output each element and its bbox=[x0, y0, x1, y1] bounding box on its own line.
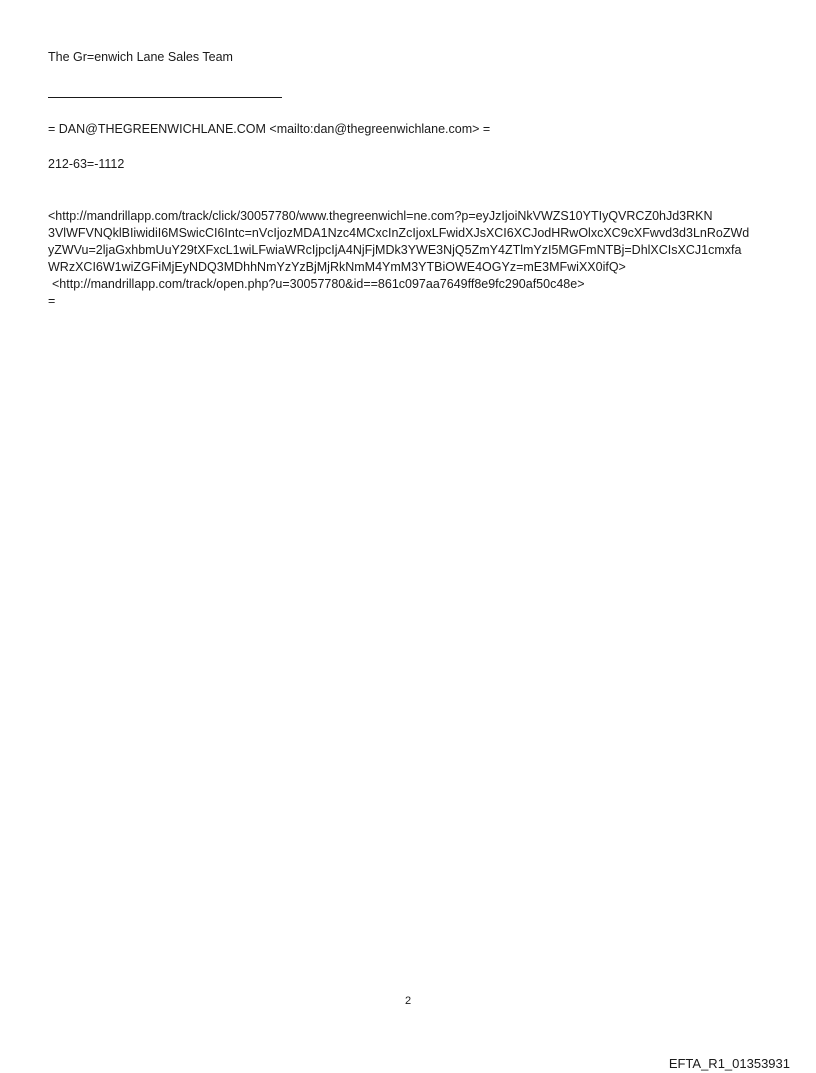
page-number: 2 bbox=[404, 995, 412, 1007]
email-line: = DAN@THEGREENWICHLANE.COM <mailto:dan@thegreenwichlane.com> = bbox=[48, 122, 491, 136]
tracking-links-block bbox=[48, 208, 778, 310]
document-id-stamp: EFTA_R1_01353931 bbox=[668, 1056, 790, 1071]
tracking-link-line: yZWVu=2ljaGxhbmUuY29tXFxcL1wiLFwiaWRcIjpcIjA4NjFjMDk3YWE3NjQ5ZmY4ZTlmYzI5MGFmNTBj=DhlXCIsXCJ1cmxfa bbox=[48, 243, 742, 257]
signature-divider bbox=[48, 97, 282, 98]
signature-line: The Gr=enwich Lane Sales Team bbox=[48, 50, 233, 64]
tracking-link-line: 3VlWFVNQklBIiwidiI6MSwicCI6Intc=nVcIjozMDA1Nzc4MCxcInZcIjoxLFwidXJsXCI6XCJodHRwOlxcXC9cXFwvd3d3LnRoZWd bbox=[48, 226, 750, 240]
trailing-equals: = bbox=[48, 294, 56, 308]
tracking-link-line: <http://mandrillapp.com/track/click/30057780/www.thegreenwichl=ne.com?p=eyJzIjoiNkVWZS10YTIyQVRCZ0hJd3RKN bbox=[48, 209, 713, 223]
open-tracking-link-line: <http://mandrillapp.com/track/open.php?u=30057780&id==861c097aa7649ff8e9fc290af50c48e> bbox=[52, 277, 585, 291]
phone-line: 212-63=-1112 bbox=[48, 157, 125, 171]
tracking-link-line: WRzXCI6W1wiZGFiMjEyNDQ3MDhhNmYzYzBjMjRkNmM4YmM3YTBiOWE4OGYz=mE3MFwiXX0ifQ> bbox=[48, 260, 626, 274]
